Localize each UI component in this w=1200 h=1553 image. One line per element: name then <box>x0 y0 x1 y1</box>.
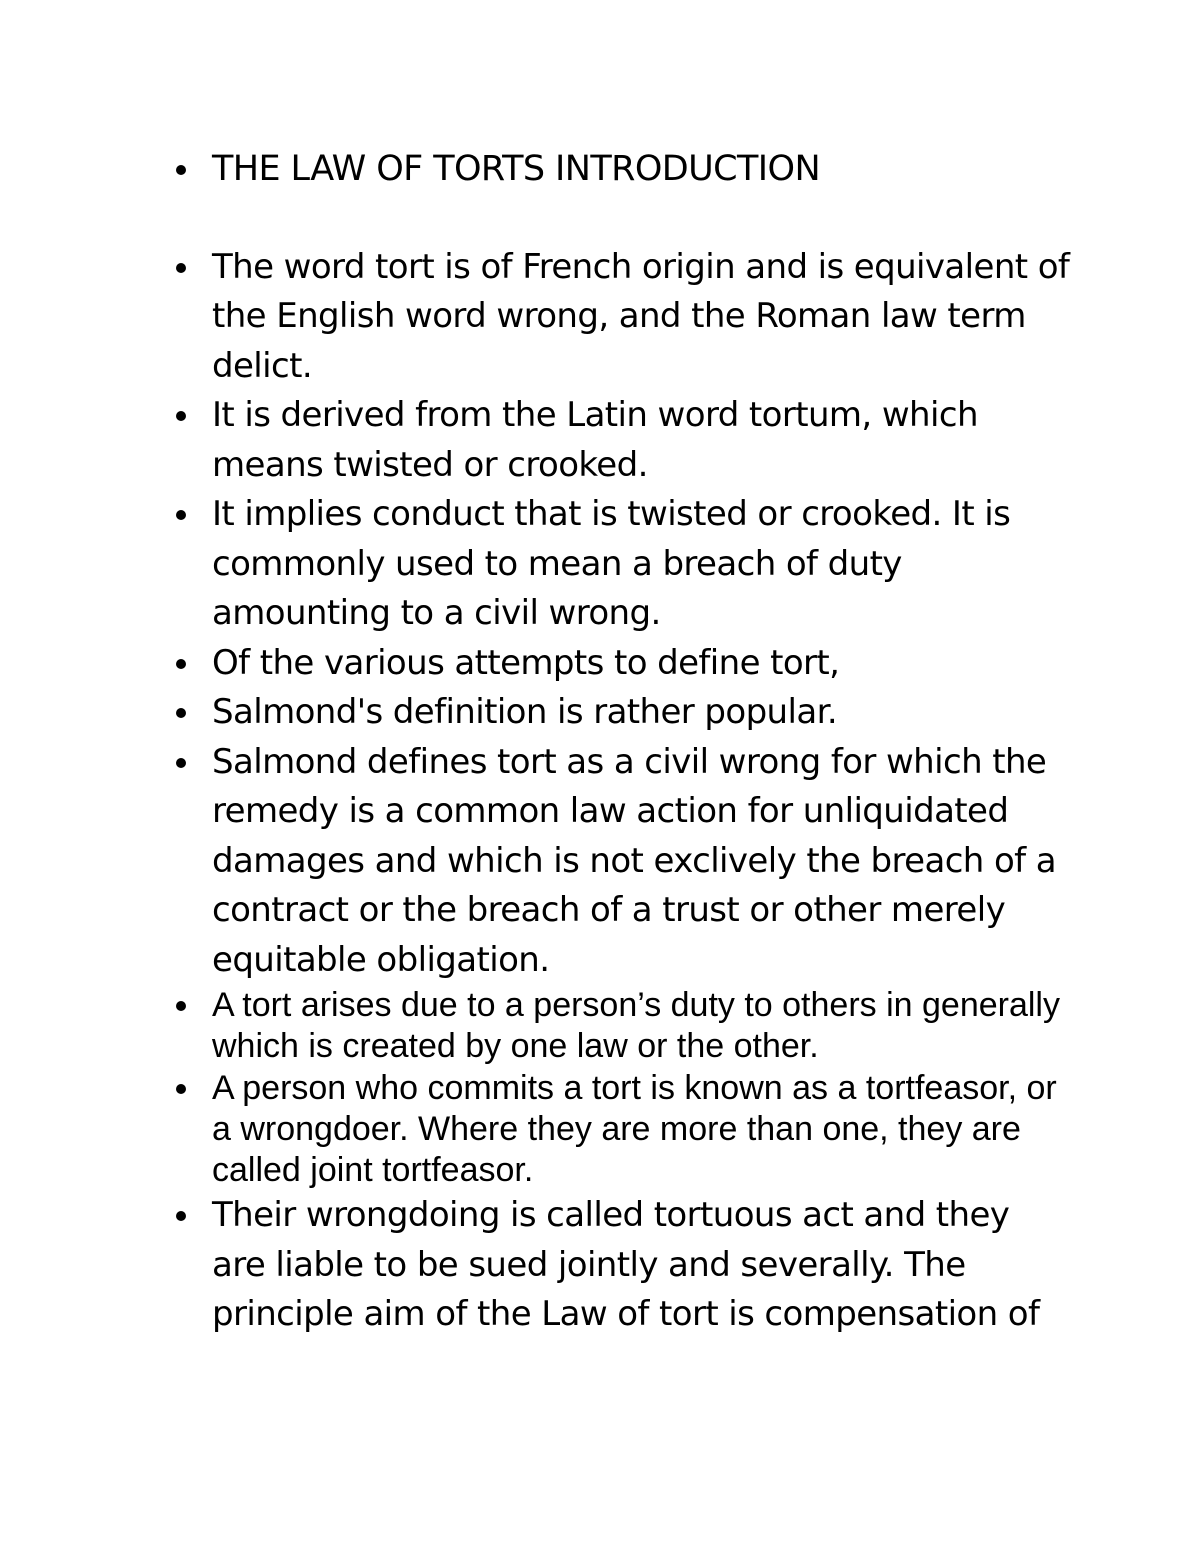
bullet-icon <box>176 263 186 273</box>
list-item <box>170 639 1070 689</box>
document-title <box>170 145 1070 195</box>
list-item <box>170 985 1070 1067</box>
list-item <box>170 688 1070 738</box>
bullet-icon <box>176 659 186 669</box>
bullet-icon <box>176 1211 186 1221</box>
list-item-text: It is derived from the Latin word tortum, which means twisted or crooked. <box>212 395 978 485</box>
list-item-text: The word tort is of French origin and is equivalent of the English word wrong, and the Roman law term delict. <box>212 246 1070 386</box>
list-item-text: Salmond's definition is rather popular. <box>212 692 838 732</box>
list-item-text: Their wrongdoing is called tortuous act and they are liable to be sued jointly and severally. The principle aim of the Law of tort is compensation of <box>212 1195 1040 1334</box>
list-item <box>170 1191 1070 1340</box>
bullet-icon <box>176 1084 186 1094</box>
list-item-text: Of the various attempts to define tort, <box>212 642 840 683</box>
bullet-icon <box>176 1001 186 1011</box>
title-text: THE LAW OF TORTS INTRODUCTION <box>212 149 821 189</box>
list-item-text: Salmond defines tort as a civil wrong for which the remedy is a common law action for unliquidated damages and which is not exclively the breach of a contract or the breach of a trust or other merely equitable obligation. <box>212 741 1056 980</box>
list-item <box>170 391 1070 490</box>
bullet-icon <box>176 510 186 520</box>
list-item <box>170 738 1070 986</box>
bullet-list <box>170 145 1070 1340</box>
bullet-icon <box>176 165 186 175</box>
list-item-text: A person who commits a tort is known as a tortfeasor, or a wrongdoer. Where they are more than one, they are called joint tortfeasor. <box>212 1069 1057 1189</box>
list-item-text: It implies conduct that is twisted or crooked. It is commonly used to mean a breach of duty amounting to a civil wrong. <box>212 494 1011 633</box>
list-item-text: A tort arises due to a person’s duty to others in generally which is created by one law or the other. <box>212 986 1060 1065</box>
list-item <box>170 1068 1070 1191</box>
bullet-icon <box>176 708 186 718</box>
bullet-icon <box>176 758 186 768</box>
list-item <box>170 243 1070 392</box>
list-item <box>170 490 1070 639</box>
bullet-icon <box>176 411 186 421</box>
